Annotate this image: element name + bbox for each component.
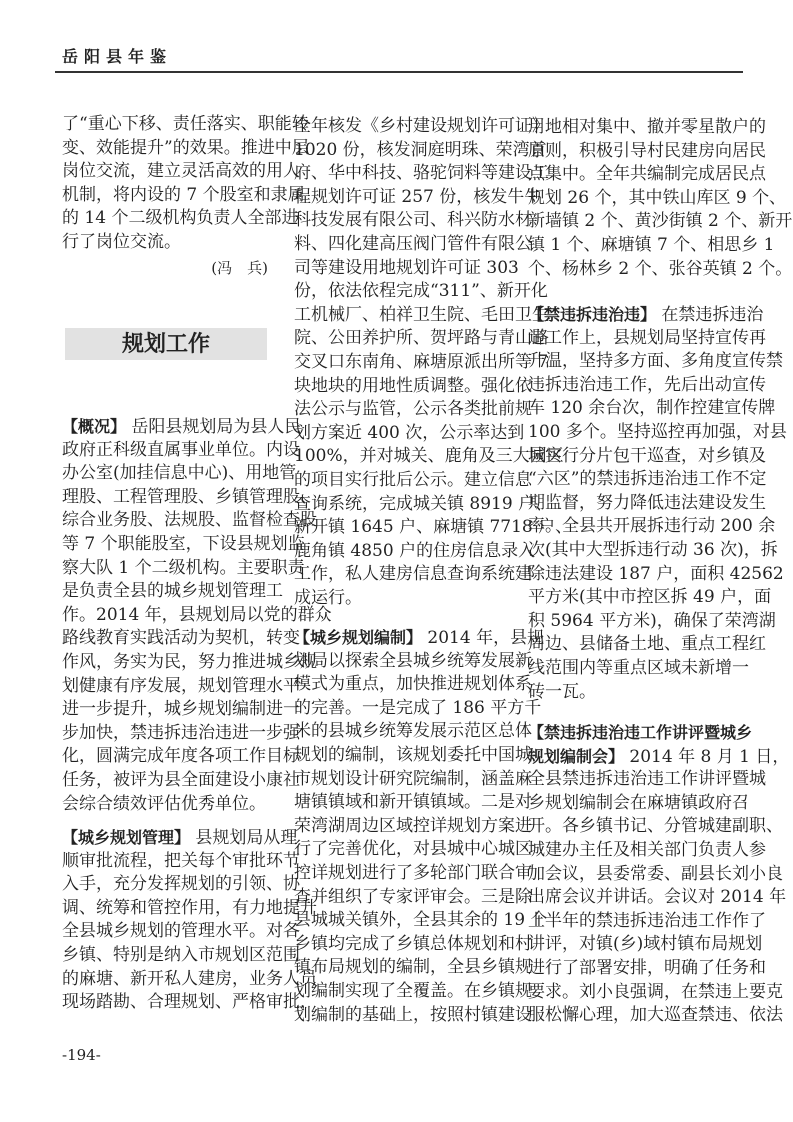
paragraph-heading: 【禁违拆违治违】 (528, 305, 657, 324)
text-line: 县城城关镇外，全县其余的 19 个 (294, 910, 548, 931)
text-line: 了“重心下移、责任落实、职能转 (62, 114, 309, 134)
text-line: 讲评，对镇(乡)域村镇布局规划 (528, 934, 763, 955)
text-line (294, 626, 545, 650)
paragraph-heading: 规划编制会】 (528, 746, 625, 766)
text-line: 料、四化建高压阀门管件有限公 (294, 233, 532, 254)
text-line: 行了完善优化，对县城中心城区 (294, 839, 532, 860)
text-line: 原则，积极引导村民建房向居民 (528, 140, 766, 161)
text-line: 乡镇均完成了乡镇总体规划和村 (294, 933, 532, 954)
text-line: 进行了部署安排，明确了任务和 (528, 957, 766, 978)
paragraph-heading: 【概况】 (62, 417, 127, 436)
text-line: 的项目实行批后公示。建立信息 (294, 469, 532, 490)
text-line: 划编制的基础上，按照村镇建设 (294, 1004, 532, 1025)
text-line: 开。各乡镇书记、分管城建副职、 (528, 816, 783, 837)
text-line: 控详规划进行了多轮部门联合审 (294, 862, 532, 883)
text-line: 塘镇镇域和新开镇镇域。二是对 (294, 792, 532, 813)
text-line: 任务，被评为县全面建设小康社 (62, 769, 300, 790)
text-line: 的完善。一是完成了 186 平方千 (294, 697, 542, 718)
text-line: 升温，坚持多方面、多角度宣传禁 (528, 351, 783, 372)
text-line: 法公示与监管，公示各类批前规 (294, 399, 532, 420)
paragraph-text: 2014 年，县规 (422, 628, 545, 648)
text-line: 划健康有序发展，规划管理水平 (62, 675, 300, 696)
text-line: 次(其中大型拆违行动 36 次)，拆 (528, 539, 778, 560)
text-line: 平方米(其中市控区拆 49 户，面 (528, 587, 772, 608)
text-line: 新墙镇 2 个、黄沙街镇 2 个、新开 (528, 211, 793, 232)
text-line: 鹿角镇 4850 户的住房信息录入 (294, 540, 536, 561)
text-line: 城建办主任及相关部门负责人参 (528, 839, 766, 860)
text-line: 划方案近 400 次，公示率达到 (294, 422, 525, 443)
text-line: 化，圆满完成年度各项工作目标 (62, 746, 300, 767)
text-line (528, 745, 790, 769)
text-line: 出席会议并讲话。会议对 2014 年 (528, 887, 787, 908)
paragraph-illegal-construction (528, 303, 787, 704)
text-line: 乡镇、特别是纳入市规划区范围 (62, 944, 300, 965)
text-line: 的 14 个二级机构负责人全部进 (62, 208, 299, 229)
text-line: 全县城乡规划的管理水平。对各 (62, 921, 300, 942)
text-line: 行了岗位交流。 (62, 231, 181, 252)
paragraph-heading: 【城乡规划管理】 (62, 828, 191, 847)
text-line: 违拆违治违工作，先后出动宣传 (528, 374, 766, 395)
header-rule (55, 71, 743, 73)
text-line: 积 5964 平方米)，确保了荣湾湖 (528, 610, 776, 631)
paragraph-heading: 【禁违拆违治违工作讲评暨城乡 (528, 723, 753, 742)
text-line: 砖一瓦。 (528, 681, 596, 702)
text-line: 路线教育实践活动为契机，转变 (62, 628, 300, 649)
text-line: 进一步提升，城乡规划编制进一 (62, 699, 300, 720)
text-line: 加会议，县委常委、副县长刘小良 (528, 863, 783, 884)
text-line: 理股、工程管理股、乡镇管理股、 (62, 486, 317, 507)
running-head-title: 岳阳县年鉴 (62, 47, 173, 66)
paragraph-col3-continued (528, 116, 793, 281)
text-line: 工作，私人建房信息查询系统建 (294, 564, 532, 585)
paragraph-heading: 【城乡规划编制】 (294, 628, 423, 647)
text-line: 作风，务实为民，努力推进城乡规 (62, 651, 317, 672)
text-line: 入手，充分发挥规划的引领、协 (62, 874, 300, 895)
paragraph-text: 在禁违拆违治 (656, 305, 764, 325)
page-number: -194- (62, 1046, 101, 1064)
text-line: 成运行。 (294, 587, 362, 608)
text-line: 全县禁违拆违治违工作讲评暨城 (528, 769, 766, 790)
paragraph-urban-rural-planning (294, 626, 548, 1027)
paragraph-review-meeting (528, 721, 790, 1028)
text-line: 周边、县储备土地、重点工程红 (528, 634, 766, 655)
text-line: 工机械厂、柏祥卫生院、毛田卫生 (294, 304, 549, 325)
text-line: 100%，并对城关、鹿角及三大园区 (294, 446, 564, 467)
text-line: 荣湾湖周边区域控详规划方案进 (294, 815, 532, 836)
text-line: 司等建设用地规划许可证 303 (294, 257, 519, 278)
text-line: 块地块的用地性质调整。强化依 (294, 375, 532, 396)
text-line: 岗位交流，建立灵活高效的用人 (62, 161, 300, 182)
text-line: 份，依法依程完成“311”、新开化 (294, 281, 548, 302)
text-line: 乡规划编制会在麻塘镇政府召 (528, 792, 749, 813)
text-line: 作。2014 年，县规划局以党的群众 (62, 604, 332, 625)
text-line: 模式为重点，加快推进规划体系 (294, 674, 532, 695)
paragraph-text: 岳阳县规划局为县人民 (126, 417, 302, 437)
text-line: 交叉口东南角、麻塘原派出所等 7 (294, 351, 549, 372)
text-line: 镇布局规划的编制，全县乡镇规 (294, 957, 532, 978)
paragraph-urban-rural-management (62, 826, 317, 1015)
text-line: 城实行分片包干巡查，对乡镇及 (528, 445, 766, 466)
text-line: 府、华中科技、骆驼饲料等建设工 (294, 163, 549, 184)
text-line (62, 415, 302, 439)
paragraph-col2-continued (294, 115, 573, 610)
text-line: 全年核发《乡村建设规划许可证》 (294, 116, 549, 136)
text-line: 划局以探索全县城乡统筹发展新 (294, 650, 532, 671)
text-line: 违工作上，县规划局坚持宣传再 (528, 327, 766, 348)
text-line: 上半年的禁违拆违治违工作作了 (528, 910, 766, 931)
text-line: 程规划许可证 257 份，核发牛牛 (294, 186, 542, 207)
text-line: 办公室(加挂信息中心)、用地管 (62, 463, 297, 484)
text-line: 服松懈心理，加大巡查禁违、依法 (528, 1005, 783, 1026)
text-line: 率。全县共开展拆违行动 200 余 (528, 516, 776, 537)
text-line: 1020 份，核发洞庭明珠、荣湾首 (294, 139, 547, 160)
text-line: 线范围内等重点区域未新增一 (528, 657, 749, 678)
text-line: 察大队 1 个二级机构。主要职责 (62, 557, 305, 578)
text-line: 规划的编制，该规划委托中国城 (294, 744, 532, 765)
text-line: 查并组织了专家评审会。三是除 (294, 886, 532, 907)
text-line: 机制，将内设的 7 个股室和隶属 (62, 184, 305, 205)
text-line: 综合业务股、法规股、监督检查股 (62, 510, 317, 531)
text-line: “六区”的禁违拆违治违工作不定 (528, 469, 767, 490)
paragraph-text: 县规划局从理 (190, 828, 298, 848)
text-line: 市规划设计研究院编制，涵盖麻 (294, 768, 532, 789)
text-line: 点集中。全年共编制完成居民点 (528, 164, 766, 185)
text-line: 步加快，禁违拆违治违进一步强 (62, 722, 300, 743)
text-line: 科技发展有限公司、科兴防水材 (294, 210, 532, 231)
text-line: 100 多个。坚持巡控再加强，对县 (528, 421, 787, 442)
text-line: 个、杨林乡 2 个、张谷英镇 2 个。 (528, 258, 793, 279)
paragraph-col1-continued (62, 113, 309, 255)
text-line: 期监督，努力降低违法建设发生 (528, 492, 766, 513)
text-line: 要求。刘小良强调，在禁违上要克 (528, 981, 783, 1002)
author-signature: (冯 兵) (211, 259, 268, 277)
text-line: 车 120 余台次，制作控建宣传牌 (528, 398, 776, 419)
text-line (528, 303, 764, 327)
text-line: 是负责全县的城乡规划管理工 (62, 581, 283, 602)
text-line: 变、效能提升”的效果。推进中层 (62, 137, 309, 158)
text-line (528, 721, 753, 745)
text-line: 调、统筹和管控作用，有力地提升 (62, 897, 317, 918)
text-line: 等 7 个职能股室，下设县规划监 (62, 533, 305, 554)
text-line: 用地相对集中、撤并零星散户的 (528, 117, 766, 137)
text-line: 划编制实现了全覆盖。在乡镇规 (294, 980, 532, 1001)
text-line: 除违法建设 187 户，面积 42562 (528, 563, 784, 584)
text-line: 查询系统，完成城关镇 8919 户、 (294, 493, 553, 514)
text-line: 现场踏勘、合理规划、严格审批， (62, 992, 317, 1013)
text-line: 米的县城乡统筹发展示范区总体 (294, 721, 532, 742)
text-line: 镇 1 个、麻塘镇 7 个、相思乡 1 (528, 234, 775, 255)
text-line: 规划 26 个，其中铁山库区 9 个、 (528, 187, 787, 208)
text-line: 新开镇 1645 户、麻塘镇 7718 户、 (294, 517, 573, 538)
paragraph-text: 2014 年 8 月 1 日， (624, 746, 790, 767)
text-line: 会综合绩效评估优秀单位。 (62, 793, 266, 814)
text-line: 政府正科级直属事业单位。内设 (62, 439, 300, 460)
text-line: 顺审批流程，把关每个审批环节 (62, 850, 300, 871)
text-line: 院、公田养护所、贺坪路与青山路 (294, 328, 549, 349)
section-title: 规划工作 (65, 328, 267, 360)
text-line (62, 826, 298, 850)
text-line: 的麻塘、新开私人建房，业务人员 (62, 968, 317, 989)
